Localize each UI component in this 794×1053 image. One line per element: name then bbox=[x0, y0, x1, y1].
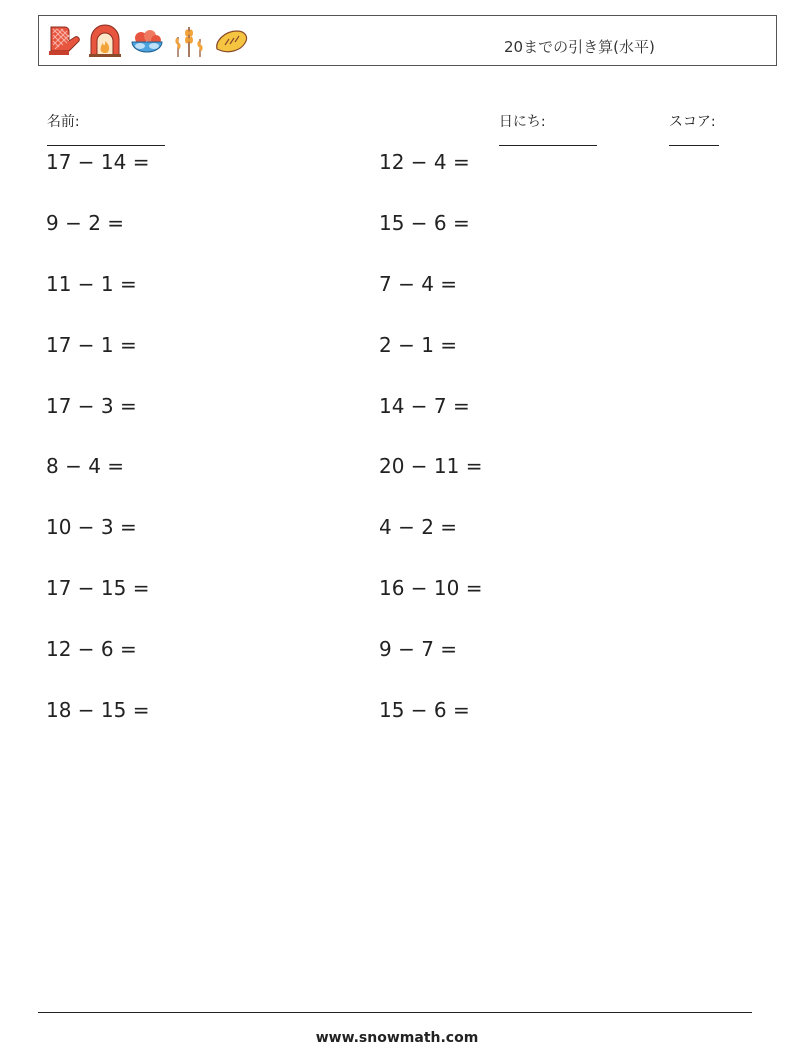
problem: 20 − 11 = bbox=[379, 454, 483, 478]
problem: 17 − 14 = bbox=[46, 150, 150, 174]
name-label: 名前: bbox=[46, 114, 80, 130]
score-blank[interactable] bbox=[669, 131, 719, 146]
bread-icon bbox=[213, 23, 249, 59]
problem: 12 − 6 = bbox=[46, 637, 137, 661]
name-field[interactable] bbox=[38, 95, 165, 147]
wheat-icon bbox=[171, 23, 207, 59]
oven-mitt-icon bbox=[45, 23, 81, 59]
problem: 7 − 4 = bbox=[379, 272, 458, 296]
problem: 18 − 15 = bbox=[46, 698, 150, 722]
problem: 14 − 7 = bbox=[379, 394, 470, 418]
worksheet-title: 20までの引き算(水平) bbox=[504, 38, 655, 56]
score-label: スコア: bbox=[668, 114, 716, 130]
date-label: 日にち: bbox=[498, 114, 546, 130]
problem: 4 − 2 = bbox=[379, 515, 458, 539]
problem: 8 − 4 = bbox=[46, 454, 125, 478]
name-blank[interactable] bbox=[47, 131, 165, 146]
header-icons bbox=[45, 22, 249, 60]
date-field[interactable] bbox=[490, 95, 597, 147]
problem: 17 − 15 = bbox=[46, 576, 150, 600]
problem: 15 − 6 = bbox=[379, 698, 470, 722]
problem: 9 − 7 = bbox=[379, 637, 458, 661]
worksheet-header bbox=[38, 15, 777, 66]
problem: 15 − 6 = bbox=[379, 211, 470, 235]
score-field[interactable] bbox=[660, 95, 719, 147]
problem: 17 − 1 = bbox=[46, 333, 137, 357]
date-blank[interactable] bbox=[499, 131, 597, 146]
problem: 2 − 1 = bbox=[379, 333, 458, 357]
footer-divider bbox=[38, 1012, 752, 1013]
problem: 11 − 1 = bbox=[46, 272, 137, 296]
problem: 10 − 3 = bbox=[46, 515, 137, 539]
footer-website[interactable]: www.snowmath.com bbox=[315, 1030, 479, 1046]
bowl-icon bbox=[129, 23, 165, 59]
problem: 17 − 3 = bbox=[46, 394, 137, 418]
problem: 16 − 10 = bbox=[379, 576, 483, 600]
brick-oven-icon bbox=[87, 23, 123, 59]
problem: 12 − 4 = bbox=[379, 150, 470, 174]
problem: 9 − 2 = bbox=[46, 211, 125, 235]
